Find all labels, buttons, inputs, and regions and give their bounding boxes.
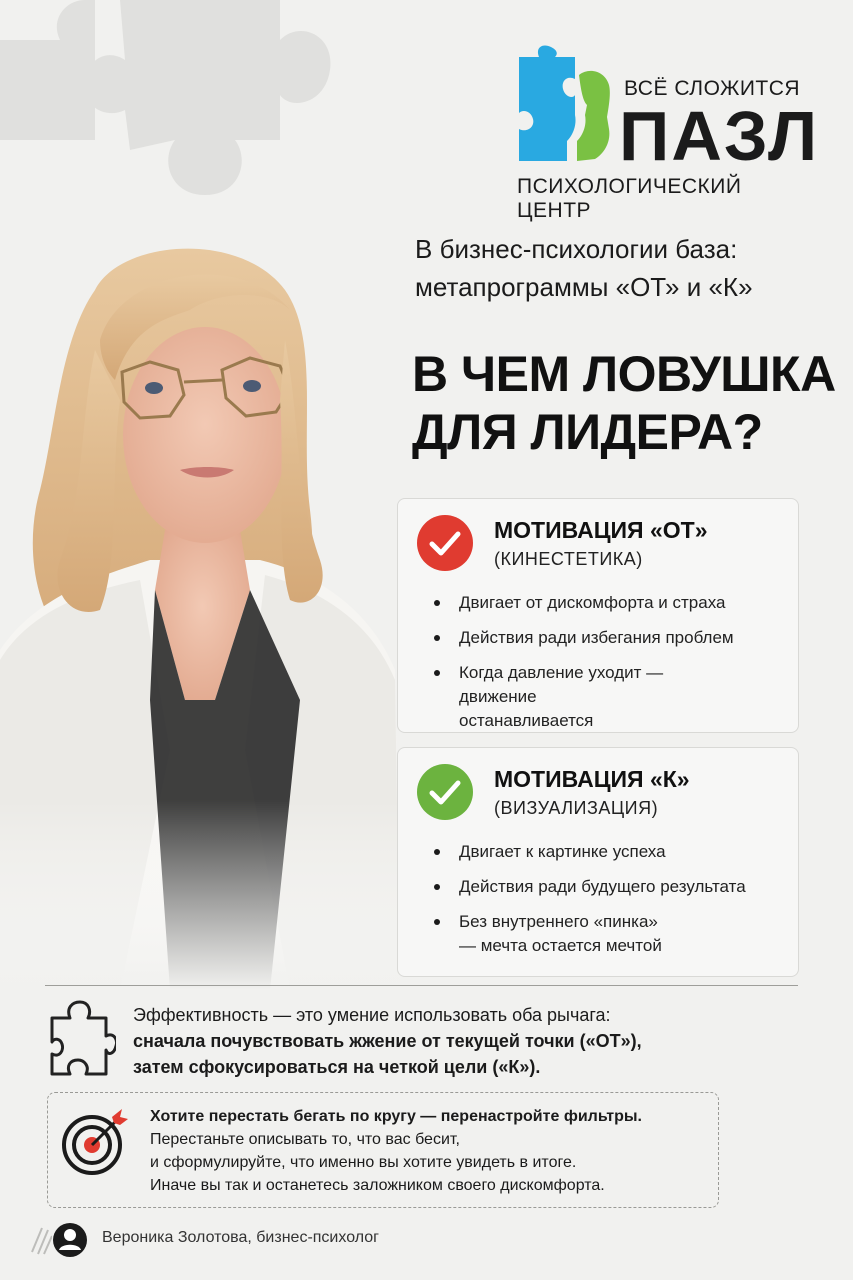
page-headline bbox=[412, 345, 842, 461]
puzzle-head-logo-icon bbox=[517, 45, 617, 163]
check-icon bbox=[417, 764, 473, 820]
card-bullet-list bbox=[434, 840, 784, 969]
list-item: Действия ради будущего результата bbox=[434, 875, 784, 899]
card-subtitle: (КИНЕСТЕТИКА) bbox=[494, 549, 643, 569]
subtitle-line: В бизнес-психологии база: bbox=[415, 234, 738, 264]
avatar-icon bbox=[52, 1222, 88, 1258]
effectiveness-line: затем сфокусироваться на четкой цели («К»). bbox=[133, 1057, 541, 1077]
advice-box bbox=[47, 1092, 719, 1208]
motivation-to-card bbox=[397, 747, 799, 977]
headline-line: ДЛЯ ЛИДЕРА? bbox=[412, 404, 763, 460]
headline-line: В ЧЕМ ЛОВУШКА bbox=[412, 346, 836, 402]
section-divider bbox=[45, 985, 798, 986]
author-credit: Вероника Золотова, бизнес-психолог bbox=[102, 1229, 379, 1246]
card-title: МОТИВАЦИЯ «ОТ» bbox=[494, 517, 708, 543]
check-badge-red bbox=[417, 515, 473, 571]
advice-text bbox=[150, 1105, 710, 1197]
subtitle-line: метапрограммы «ОТ» и «К» bbox=[415, 272, 753, 302]
motivation-from-card bbox=[397, 498, 799, 733]
advice-title: Хотите перестать бегать по кругу — перенастройте фильтры. bbox=[150, 1108, 642, 1125]
effectiveness-line: сначала почувствовать жжение от текущей точки («ОТ»), bbox=[133, 1031, 642, 1051]
intro-subtitle bbox=[415, 230, 835, 306]
list-item: Действия ради избегания проблем bbox=[434, 626, 784, 650]
list-item: Двигает к картинке успеха bbox=[434, 840, 784, 864]
card-bullet-list bbox=[434, 591, 784, 744]
advice-line: Иначе вы так и останетесь заложником своего дискомфорта. bbox=[150, 1177, 605, 1194]
logo-tagline: ВСЁ СЛОЖИТСЯ bbox=[624, 77, 801, 100]
advice-line: и сформулируйте, что именно вы хотите увидеть в итоге. bbox=[150, 1154, 577, 1171]
brand-logo bbox=[517, 45, 820, 222]
author-portrait bbox=[0, 230, 400, 990]
logo-name: ПАЗЛ bbox=[619, 97, 820, 175]
puzzle-piece-icon bbox=[48, 1000, 116, 1078]
check-icon bbox=[417, 515, 473, 571]
list-item: Без внутреннего «пинка» — мечта остается мечтой bbox=[434, 910, 674, 958]
list-item: Когда давление уходит — движение останавливается bbox=[434, 661, 664, 733]
decorative-lines-icon bbox=[28, 1222, 52, 1258]
effectiveness-line: Эффективность — это умение использовать оба рычага: bbox=[133, 1005, 611, 1025]
logo-subtitle: ПСИХОЛОГИЧЕСКИЙ ЦЕНТР bbox=[517, 175, 742, 222]
card-subtitle: (ВИЗУАЛИЗАЦИЯ) bbox=[494, 798, 659, 818]
background-puzzle-icon bbox=[0, 0, 340, 260]
list-item: Двигает от дискомфорта и страха bbox=[434, 591, 784, 615]
target-icon bbox=[60, 1107, 128, 1175]
advice-line: Перестаньте описывать то, что вас бесит, bbox=[150, 1131, 460, 1148]
check-badge-green bbox=[417, 764, 473, 820]
card-title: МОТИВАЦИЯ «К» bbox=[494, 766, 690, 792]
effectiveness-text bbox=[133, 1002, 823, 1080]
